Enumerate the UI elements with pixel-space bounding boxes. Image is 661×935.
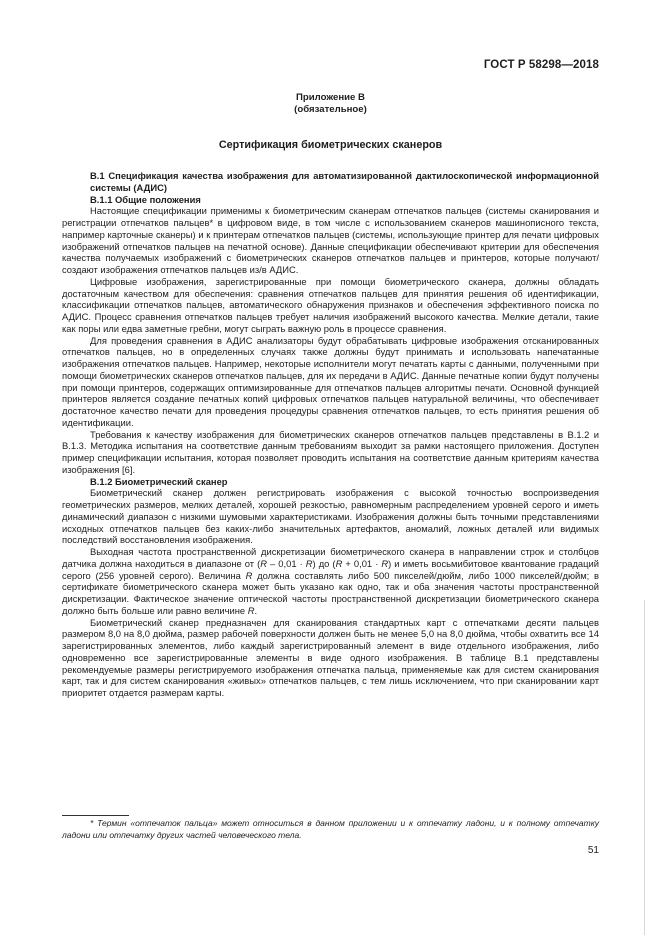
- paragraph: Требования к качеству изображения для биометрических сканеров отпечатков пальцев представлены в В.1.2 и В.1.3. Методика испытания на соответствие данным требованиям выходит за рамки настоящего приложения. Доступен пример спецификации испытания, которая позволяет проводить испытания на соответствие данным критериям качества изображения [6].: [62, 428, 599, 475]
- paragraph: Для проведения сравнения в АДИС анализаторы будут обрабатывать цифровые изображения отсканированных отпечатков пальцев, но в определенных случаях также должны будут принимать и использовать напечатанные изображения отпечатков пальцев. Например, некоторые исполнители могут печатать карты с данными, полученными при помощи биометрических сканеров отпечатков пальцев, для их передачи в АДИС. Данные печатные копии будут получены при помощи принтеров, содержащих оптимизированные для отпечатков пальцев алгоритмы печати. Основной функцией принтеров является создание печатных копий цифровых отпечатков пальцев натуральной величины, что обеспечивает достаточное качество печати для проведения процедуры сравнения отпечатков пальцев, то есть принятия решения об идентификации.: [62, 334, 599, 428]
- page-number: 51: [587, 845, 599, 856]
- paragraph: Цифровые изображения, зарегистрированные при помощи биометрического сканера, должны обладать достаточным качеством для обеспечения: сравнения отпечатков пальцев для принятия решения об идентификации, классификации отпечатков пальцев, автоматического обнаружения признаков и обеспечения эффективного поиска по АДИС. Процесс сравнения отпечатков пальцев требует наличия изображений высокого качества. Мелкие детали, такие как поры или едва заметные гребни, могут сыграть важную роль в процессе сравнения.: [62, 275, 599, 334]
- heading-b1: В.1 Спецификация качества изображения для автоматизированной дактилоскопической информационной системы (АДИС): [90, 170, 599, 193]
- paragraph: Биометрический сканер должен регистрировать изображения с высокой точностью воспроизведения геометрических размеров, мелких деталей, хорошей резкостью, равномерным распределением уровней серого и иметь динамический диапазон с низкими шумовыми характеристиками. Изображения должны быть точными представлениями исходных отпечатков пальцев без каких-либо значительных артефактов, аномалий, ложных деталей или видимых последствий восстановления изображения.: [62, 487, 599, 546]
- heading-b1-1: В.1.1 Общие положения: [90, 193, 201, 205]
- appendix-title: Приложение В: [296, 92, 365, 103]
- edge-line: [644, 600, 645, 935]
- appendix-subtitle: (обязательное): [294, 104, 367, 115]
- heading-b1-2: В.1.2 Биометрический сканер: [90, 475, 228, 487]
- section-title: Сертификация биометрических сканеров: [218, 139, 443, 151]
- standard-header: ГОСТ Р 58298—2018: [483, 59, 599, 71]
- paragraph-sampling-rate: Выходная частота пространственной дискретизации биометрического сканера в направлении строк и столбцов датчика должна находиться в диапазоне от (R – 0,01 · R) до (R + 0,01 · R) и иметь восьмибитовое квантование градаций серого (256 уровней серого). Величина R должна составлять либо 500 пикселей/дюйм, либо 1000 пикселей/дюйм; в сертификате биометрического сканера может быть указано как одно, так и оба значения частоты пространственной дискретизации. Фактическое значение оптической частоты пространственной дискретизации биометрического сканера должно быть больше или равно величине R.: [62, 546, 599, 616]
- footnote: * Термин «отпечаток пальца» может относиться в данном приложении и к отпечатку ладони, и к полному отпечатку ладони или отпечатку других частей человеческого тела.: [62, 818, 599, 840]
- paragraph: Настоящие спецификации применимы к биометрическим сканерам отпечатков пальцев (системы сканирования и регистрации отпечатков пальцев* в цифровом виде, в том числе с использованием сканеров машинописного текста, например карточные сканеры) и к принтерам отпечатков пальцев (системы, использующие принтер для печати цифровых изображений отпечатков пальцев на печатной основе). Данные спецификации обеспечивают критерии для обеспечения качества получаемых изображений с биометрических сканеров отпечатков пальцев и принтеров, которые получают/создают изображения отпечатков пальцев из/в АДИС.: [62, 205, 599, 275]
- body-text: [62, 170, 599, 699]
- paragraph: Биометрический сканер предназначен для сканирования стандартных карт с отпечатками десяти пальцев размером 8,0 на 8,0 дюйма, размер рабочей поверхности должен быть не менее 5,0 на 8,0 дюйма, чтобы охватить все 14 зарегистрированных элементов, либо каждый зарегистрированный элемент в виде отдельного изображения, либо одновременно все зарегистрированные элементы в виде одного изображения. В таблице В.1 представлены рекомендуемые размеры регистрируемого изображения отпечатка пальца, применяемые как для систем сканирования карт, так и для систем сканирования «живых» отпечатков пальцев, с тем лишь исключением, что при сканировании карт приоритет отдается размерам карты.: [62, 616, 599, 698]
- footnote-divider: [62, 815, 129, 816]
